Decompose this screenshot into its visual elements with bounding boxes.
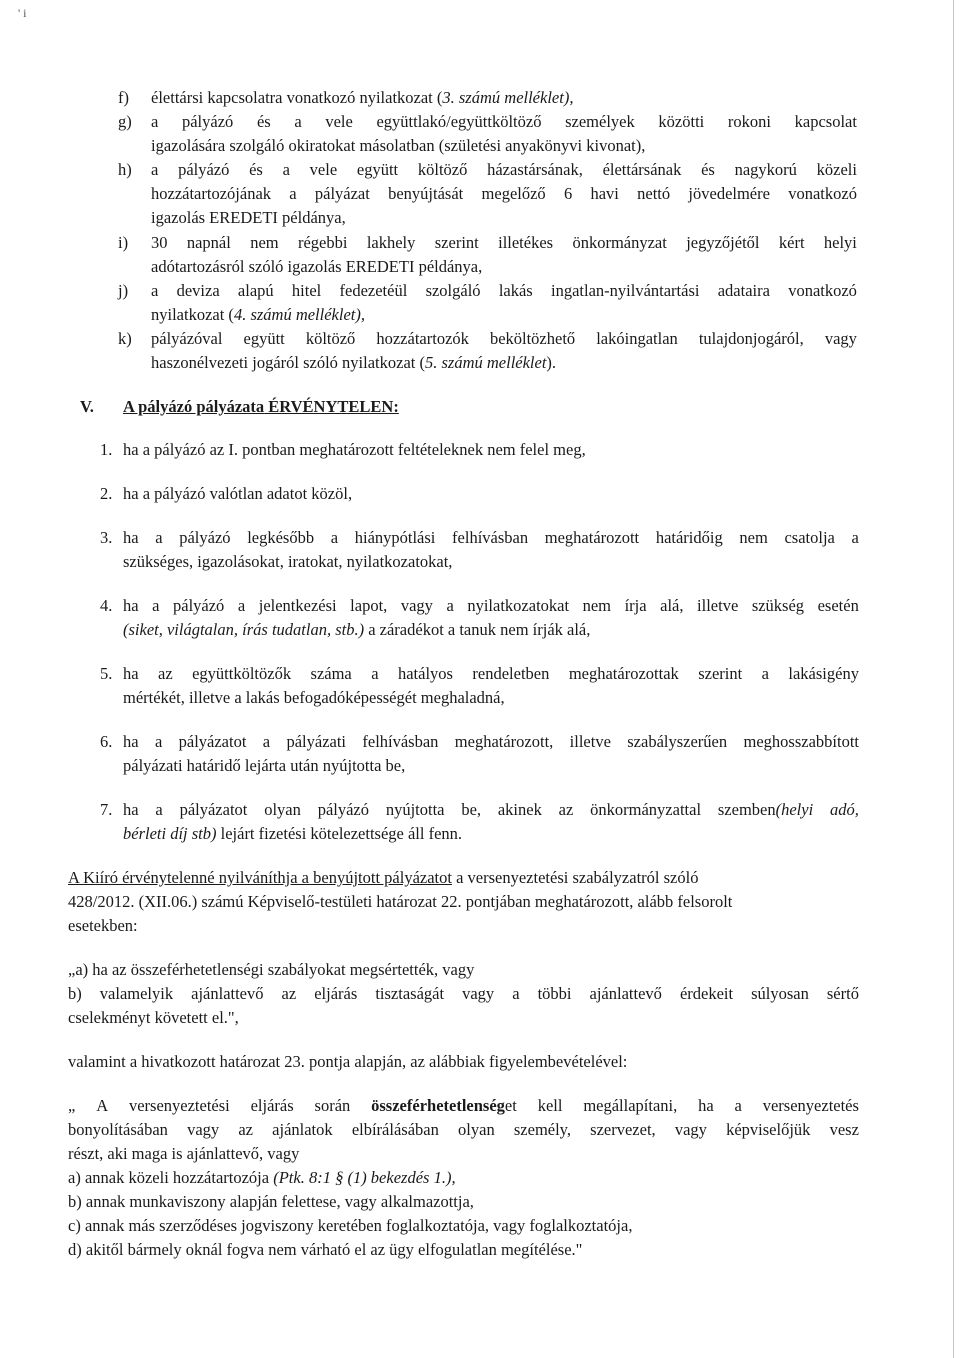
scan-edge-line (953, 0, 954, 1358)
word: érdekeit (679, 984, 734, 1003)
invalid-num-1: 1. (100, 440, 113, 459)
word: az (238, 1120, 253, 1139)
quote2-a (68, 1168, 456, 1188)
invalid-item-6-line-1 (123, 732, 859, 752)
list-item-j-line-2: nyilatkozat (4. számú melléklet), (151, 305, 365, 324)
quote2-line-3: részt, aki maga is ajánlattevő, vagy (68, 1144, 300, 1163)
section-number: V. (80, 397, 94, 416)
word: nem (250, 233, 279, 252)
list-item-f-text: élettársi kapcsolatra vonatkozó nyilatkozat (3. számú melléklet), (151, 88, 574, 107)
scan-mark: ' i (18, 6, 27, 20)
invalid-item-7-line-2: bérleti díj stb) lejárt fizetési kötelezettsége áll fenn. (123, 824, 463, 843)
word: vagy (187, 1120, 220, 1139)
word: szerint (698, 664, 743, 683)
word: deviza (176, 281, 220, 300)
list-item-k-line-2: haszonélvezeti jogáról szóló nyilatkozat (5. számú melléklet). (151, 353, 557, 372)
list-label-j: j) (118, 281, 129, 300)
word: meghatározott, (454, 732, 554, 751)
word: beköltözhető (489, 329, 576, 348)
kiiro-rest: a versenyeztetési szabályzatról szóló (451, 868, 699, 887)
list-label-k: k) (118, 329, 132, 348)
word: alapú (237, 281, 274, 300)
section-title-underlined: A pályázó pályázata (123, 397, 265, 416)
word: illetve (569, 732, 611, 751)
list-item-j-line-1 (151, 281, 857, 301)
word: vonatkozó (788, 184, 857, 203)
word: tulajdonjogáról, (698, 329, 804, 348)
word: hatályos (397, 664, 453, 683)
quote1-b-line-2: cselekményt követett el.", (68, 1008, 239, 1027)
kiiro-underlined: A Kiíró érvénytelenné nyilváníthja a benyújtott pályázatot (68, 868, 452, 887)
invalid-item-5-line-2: mértékét, illetve a lakás befogadóképességét meghaladná, (123, 688, 505, 707)
word: meghatározott (544, 528, 640, 547)
word: jövedelmére (688, 184, 770, 203)
word: olyan (458, 1120, 495, 1139)
word: vele (309, 160, 338, 179)
word: az (281, 984, 297, 1003)
word: hozzátartozójának (151, 184, 272, 203)
word: fedezetéül (339, 281, 408, 300)
word: lakásigény (788, 664, 859, 683)
invalid-num-2: 2. (100, 484, 113, 503)
word: nem (582, 596, 612, 615)
word: élettársának (602, 160, 682, 179)
quote2-line-2 (68, 1120, 859, 1140)
word: sértő (826, 984, 859, 1003)
word: lakás (498, 281, 533, 300)
word: ajánlattevő (589, 984, 662, 1003)
quote2-b: b) annak munkaviszony alapján felettese, vagy alkalmazottja, (68, 1192, 474, 1211)
word: a (237, 596, 246, 615)
word: pályázat (314, 184, 370, 203)
word: önkormányzat (572, 233, 667, 252)
word: pályázó (179, 528, 231, 547)
word: vesz (829, 1120, 859, 1139)
word: nagykorú (734, 160, 797, 179)
word: alá, (660, 596, 684, 615)
word: szervezet, (590, 1120, 656, 1139)
word: nettó (637, 184, 671, 203)
word: nem (739, 528, 768, 547)
quote2-a-text: a) annak közeli hozzátartozója (68, 1168, 274, 1187)
valamint-line: valamint a hivatkozott határozat 23. pontja alapján, az alábbiak figyelembevételével: (68, 1052, 628, 1071)
word: lakhely (366, 233, 416, 252)
list-item-g-line-2: igazolására szolgáló okiratokat másolatban (születési anyakönyvi kivonat), (151, 136, 646, 155)
word: pályázó (178, 160, 230, 179)
word: együttköltözők (192, 664, 292, 683)
word: együttlakó/együttköltöző (376, 112, 542, 131)
word: együtt (243, 329, 285, 348)
word: szükség (751, 596, 805, 615)
word: ingatlan-nyilvántartási (551, 281, 700, 300)
word: házastársának, (487, 160, 583, 179)
word: legkésőbb (247, 528, 315, 547)
word: benyújtását (388, 184, 464, 203)
word: kapcsolat (794, 112, 857, 131)
word: hitel (291, 281, 322, 300)
list-item-f (151, 88, 573, 108)
word: személy, (513, 1120, 571, 1139)
word: ha (123, 732, 139, 751)
word: felhívásban (362, 732, 439, 751)
list-item-h-line-1 (151, 160, 857, 180)
word: b) (68, 984, 82, 1003)
word: napnál (186, 233, 231, 252)
word: 30 (151, 233, 168, 252)
word: lapot, (350, 596, 388, 615)
word: hozzátartozók (376, 329, 469, 348)
section-title (123, 397, 399, 417)
word: a (154, 732, 163, 751)
word: és (701, 160, 715, 179)
word: jelentkezési (258, 596, 337, 615)
word: tisztaságát (375, 984, 445, 1003)
word: költöző (417, 160, 468, 179)
word: meghatározottak (568, 664, 679, 683)
word: a (761, 664, 769, 683)
list-label-g: g) (118, 112, 132, 131)
invalid-item-6-line-2: pályázati határidő lejárta után nyújtotta be, (123, 756, 406, 775)
word: a (446, 596, 454, 615)
word: a (294, 112, 302, 131)
invalid-num-6: 6. (100, 732, 113, 751)
word: a (151, 281, 159, 300)
word: havi (590, 184, 619, 203)
word: pályázati (286, 732, 347, 751)
kiiro-line-1 (68, 868, 858, 888)
word: a (151, 112, 159, 131)
word: személyek (565, 112, 635, 131)
word: a (152, 596, 160, 615)
word: pályázóval (151, 329, 223, 348)
word: a (851, 528, 859, 547)
word: kért (778, 233, 805, 252)
word: és (256, 112, 271, 131)
word: a (151, 160, 159, 179)
word: költöző (305, 329, 356, 348)
word: a (289, 184, 297, 203)
word: vagy (674, 1120, 707, 1139)
word: csatolja (784, 528, 835, 547)
word: felhívásban (452, 528, 529, 547)
word: súlyosan (751, 984, 809, 1003)
word: régebbi (297, 233, 348, 252)
invalid-num-4: 4. (100, 596, 113, 615)
word: a (330, 528, 339, 547)
kiiro-line-2: 428/2012. (XII.06.) számú Képviselő-testületi határozat 22. pontjában meghatározott, alább felsorolt (68, 892, 733, 911)
list-item-h-line-3: igazolás EREDETI példánya, (151, 208, 346, 227)
word: bonyolításában (68, 1120, 168, 1139)
quote2-c: c) annak más szerződéses jogviszony keretében foglalkoztatója, vagy foglalkoztatója, (68, 1216, 633, 1235)
list-item-h-line-2 (151, 184, 857, 204)
quote2-a-citation: (Ptk. 8:1 § (1) bekezdés 1.), (273, 1168, 456, 1187)
word: száma (310, 664, 352, 683)
section-title-rest: ÉRVÉNYTELEN: (264, 397, 399, 416)
word: adataira (717, 281, 770, 300)
word: hiánypótlási (354, 528, 436, 547)
word: pályázó (181, 112, 234, 131)
word: vagy (824, 329, 857, 348)
invalid-num-3: 3. (100, 528, 113, 547)
list-label-f: f) (118, 88, 129, 107)
invalid-item-4-line-1 (123, 596, 859, 616)
word: ajánlatok (272, 1120, 333, 1139)
word: eljárás (314, 984, 358, 1003)
invalid-item-7-line-1: ha a pályázatot olyan pályázó nyújtotta be, akinek az önkormányzattal szemben(helyi adó, (123, 800, 859, 819)
list-item-i-line-1 (151, 233, 857, 253)
word: pályázó (173, 596, 225, 615)
word: pályázatot (178, 732, 247, 751)
word: vagy (400, 596, 433, 615)
word: vele (325, 112, 353, 131)
word: illetve (697, 596, 739, 615)
word: ha (123, 596, 139, 615)
word: megelőző (481, 184, 546, 203)
word: a (512, 984, 520, 1003)
invalid-item-5-line-1 (123, 664, 859, 684)
word: az (158, 664, 173, 683)
word: lakóingatlan (596, 329, 678, 348)
list-label-h: h) (118, 160, 132, 179)
word: a (282, 160, 290, 179)
list-item-g-line-1 (151, 112, 857, 132)
quote2-d: d) akitől bármely oknál fogva nem várható el az ügy elfogulatlan megítélése." (68, 1240, 583, 1259)
word: nyilatkozatokat (467, 596, 570, 615)
word: helyi (823, 233, 857, 252)
word: ajánlattevő (191, 984, 264, 1003)
word: közötti (658, 112, 705, 131)
quote1-a: „a) ha az összeférhetetlenségi szabályokat megsértették, vagy (68, 960, 475, 979)
word: vagy (462, 984, 495, 1003)
word: többi (537, 984, 572, 1003)
invalid-num-7: 7. (100, 800, 113, 819)
word: jegyzőjétől (686, 233, 760, 252)
quote1-b-line-1 (68, 984, 859, 1004)
word: a (155, 528, 163, 547)
invalid-item-2: ha a pályázó valótlan adatot közöl, (123, 484, 353, 503)
word: a (371, 664, 379, 683)
word: szerint (434, 233, 479, 252)
word: közeli (816, 160, 857, 179)
invalid-item-4-line-2: (siket, világtalan, írás tudatlan, stb.) a záradékot a tanuk nem írják alá, (123, 620, 591, 639)
kiiro-line-3: esetekben: (68, 916, 138, 935)
word: írja (624, 596, 647, 615)
word: vonatkozó (788, 281, 857, 300)
word: határidőig (655, 528, 723, 547)
word: szabályszerűen (627, 732, 728, 751)
word: rendeletben (472, 664, 550, 683)
word: együtt (356, 160, 399, 179)
list-label-i: i) (118, 233, 129, 252)
word: a (262, 732, 271, 751)
word: ha (123, 528, 139, 547)
invalid-num-5: 5. (100, 664, 113, 683)
quote2-line-1: „ A versenyeztetési eljárás során összeférhetetlenséget kell megállapítani, ha a versenyeztetés (68, 1096, 859, 1115)
word: valamelyik (99, 984, 174, 1003)
word: képviselőjük (726, 1120, 811, 1139)
word: elbírálásában (351, 1120, 439, 1139)
word: illetékes (498, 233, 554, 252)
word: ha (123, 664, 139, 683)
word: rokoni (727, 112, 771, 131)
word: meghosszabbított (743, 732, 859, 751)
list-item-k-line-1 (151, 329, 857, 349)
word: szolgáló (425, 281, 481, 300)
word: 6 (563, 184, 573, 203)
invalid-item-1: ha a pályázó az I. pontban meghatározott feltételeknek nem felel meg, (123, 440, 586, 459)
word: és (249, 160, 263, 179)
list-item-i-line-2: adótartozásról szóló igazolás EREDETI példánya, (151, 257, 483, 276)
invalid-item-3-line-2: szükséges, igazolásokat, iratokat, nyilatkozatokat, (123, 552, 453, 571)
word: esetén (817, 596, 859, 615)
invalid-item-3-line-1 (123, 528, 859, 548)
